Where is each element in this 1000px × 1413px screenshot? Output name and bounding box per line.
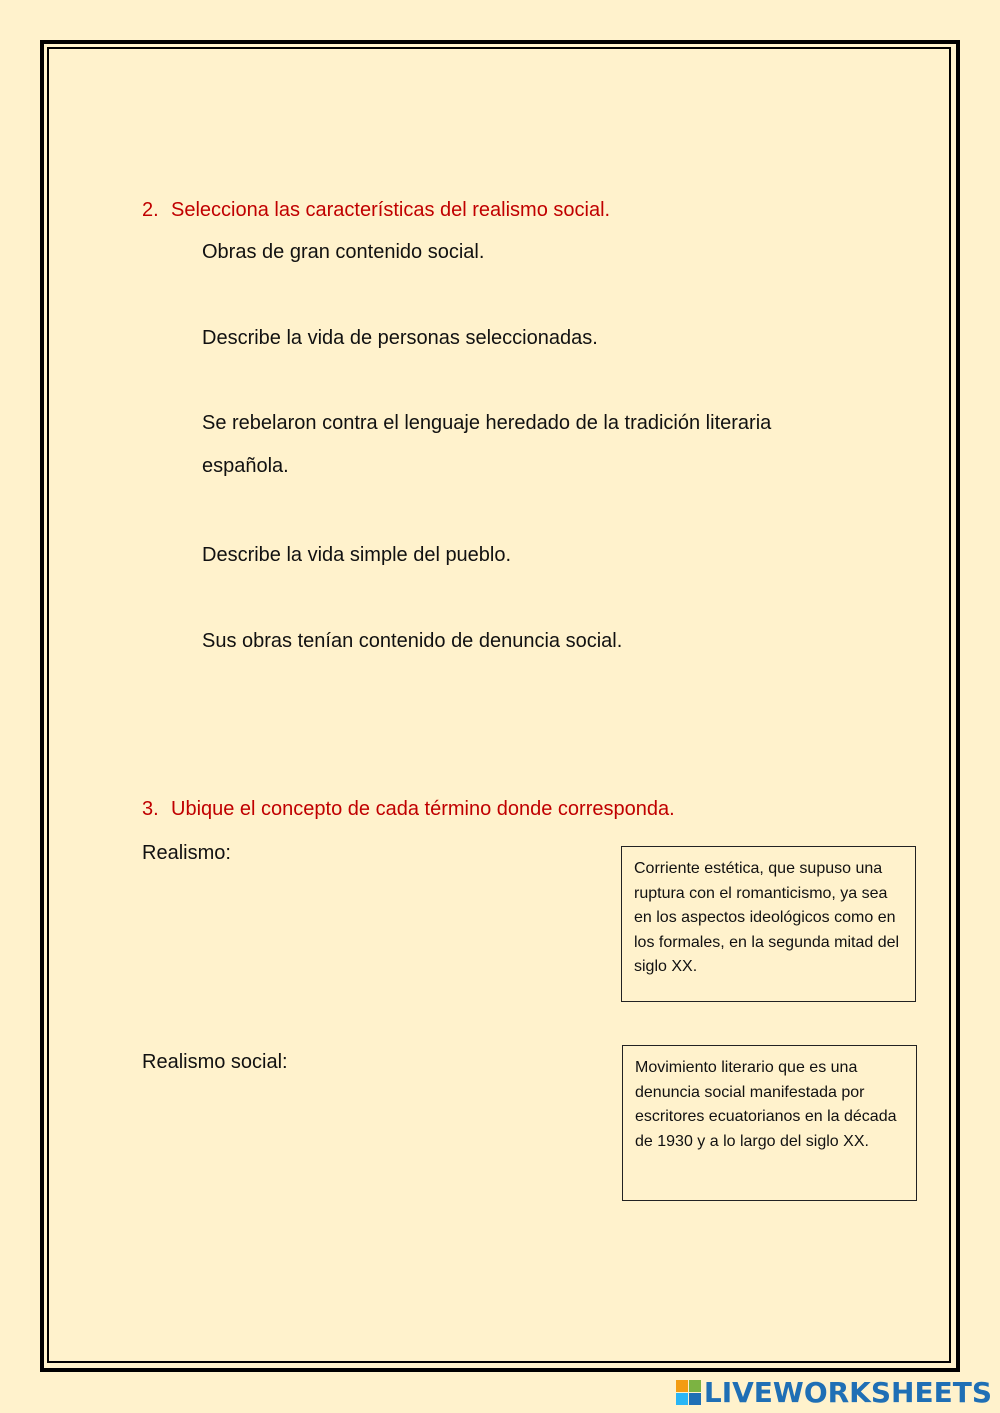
definition-box-2[interactable]: Movimiento literario que es una denuncia social manifestada por escritores ecuatorianos en la década de 1930 y a lo largo del siglo XX. [622,1045,917,1201]
liveworksheets-logo-text: LIVEWORKSHEETS [703,1376,992,1409]
liveworksheets-logo-icon [676,1380,701,1405]
term-realismo: Realismo: [142,842,231,864]
option-5[interactable]: Sus obras tenían contenido de denuncia social. [202,630,623,652]
definition-box-1[interactable]: Corriente estética, que supuso una ruptura con el romanticismo, ya sea en los aspectos ideológicos como en los formales, en la segunda mitad del siglo XX. [621,846,916,1002]
option-2[interactable]: Describe la vida de personas seleccionadas. [202,327,598,349]
term-realismo-social: Realismo social: [142,1051,288,1073]
question-2-text: Selecciona las características del realismo social. [171,199,611,221]
question-3-text: Ubique el concepto de cada término donde corresponda. [171,798,675,820]
question-3-title [142,798,675,821]
option-3[interactable]: Se rebelaron contra el lenguaje heredado de la tradición literaria española. [202,412,772,477]
question-3-number: 3. [142,798,159,820]
question-2-number: 2. [142,199,159,221]
option-1[interactable]: Obras de gran contenido social. [202,241,485,263]
question-2-title [142,199,610,222]
liveworksheets-logo [676,1376,992,1409]
option-4[interactable]: Describe la vida simple del pueblo. [202,544,512,566]
